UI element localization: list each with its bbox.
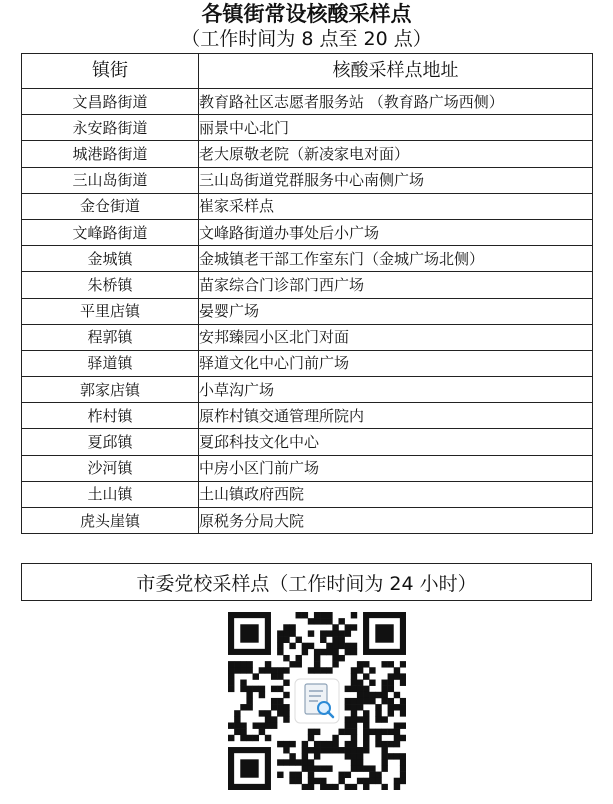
address-cell: 土山镇政府西院	[199, 481, 593, 507]
table-row	[22, 377, 593, 403]
table-row	[22, 298, 593, 324]
party-school-label: 市委党校采样点（工作时间为 24 小时）	[136, 572, 477, 595]
address-cell: 教育路社区志愿者服务站 （教育路广场西侧）	[199, 89, 593, 115]
town-cell: 朱桥镇	[22, 272, 199, 298]
table-row	[22, 508, 593, 534]
town-cell: 程郭镇	[22, 324, 199, 350]
table-header-row	[22, 54, 593, 89]
sampling-sites-table	[21, 53, 593, 534]
table-row	[22, 89, 593, 115]
town-cell: 三山岛街道	[22, 167, 199, 193]
table-row	[22, 167, 593, 193]
party-school-site	[21, 563, 592, 601]
table-row	[22, 141, 593, 167]
address-cell: 崔家采样点	[199, 193, 593, 219]
table-row	[22, 246, 593, 272]
address-cell: 金城镇老干部工作室东门（金城广场北侧）	[199, 246, 593, 272]
address-cell: 文峰路街道办事处后小广场	[199, 219, 593, 245]
table-row	[22, 219, 593, 245]
town-cell: 平里店镇	[22, 298, 199, 324]
table-row	[22, 403, 593, 429]
page-subtitle: （工作时间为 8 点至 20 点）	[181, 28, 432, 50]
address-cell: 驿道文化中心门前广场	[199, 350, 593, 376]
town-cell: 土山镇	[22, 481, 199, 507]
table-row	[22, 193, 593, 219]
town-cell: 沙河镇	[22, 455, 199, 481]
town-cell: 城港路街道	[22, 141, 199, 167]
table-row	[22, 481, 593, 507]
town-cell: 夏邱镇	[22, 429, 199, 455]
town-cell: 金城镇	[22, 246, 199, 272]
town-cell: 虎头崖镇	[22, 508, 199, 534]
town-cell: 永安路街道	[22, 115, 199, 141]
table-row	[22, 115, 593, 141]
address-cell: 原税务分局大院	[199, 508, 593, 534]
table-row	[22, 324, 593, 350]
address-cell: 晏婴广场	[199, 298, 593, 324]
town-cell: 柞村镇	[22, 403, 199, 429]
address-cell: 中房小区门前广场	[199, 455, 593, 481]
address-cell: 小草沟广场	[199, 377, 593, 403]
address-cell: 苗家综合门诊部门西广场	[199, 272, 593, 298]
document-search-icon	[295, 679, 339, 723]
qr-code	[228, 612, 406, 790]
town-cell: 文峰路街道	[22, 219, 199, 245]
address-cell: 丽景中心北门	[199, 115, 593, 141]
address-cell: 原柞村镇交通管理所院内	[199, 403, 593, 429]
column-header-address: 核酸采样点地址	[199, 54, 593, 89]
table-row	[22, 350, 593, 376]
address-cell: 夏邱科技文化中心	[199, 429, 593, 455]
table-row	[22, 272, 593, 298]
address-cell: 安邦臻园小区北门对面	[199, 324, 593, 350]
table-row	[22, 455, 593, 481]
town-cell: 驿道镇	[22, 350, 199, 376]
address-cell: 三山岛街道党群服务中心南侧广场	[199, 167, 593, 193]
town-cell: 文昌路街道	[22, 89, 199, 115]
town-cell: 郭家店镇	[22, 377, 199, 403]
page-title: 各镇街常设核酸采样点	[201, 2, 412, 26]
address-cell: 老大原敬老院（新凌家电对面）	[199, 141, 593, 167]
column-header-town: 镇街	[22, 54, 199, 89]
table-row	[22, 429, 593, 455]
town-cell: 金仓街道	[22, 193, 199, 219]
